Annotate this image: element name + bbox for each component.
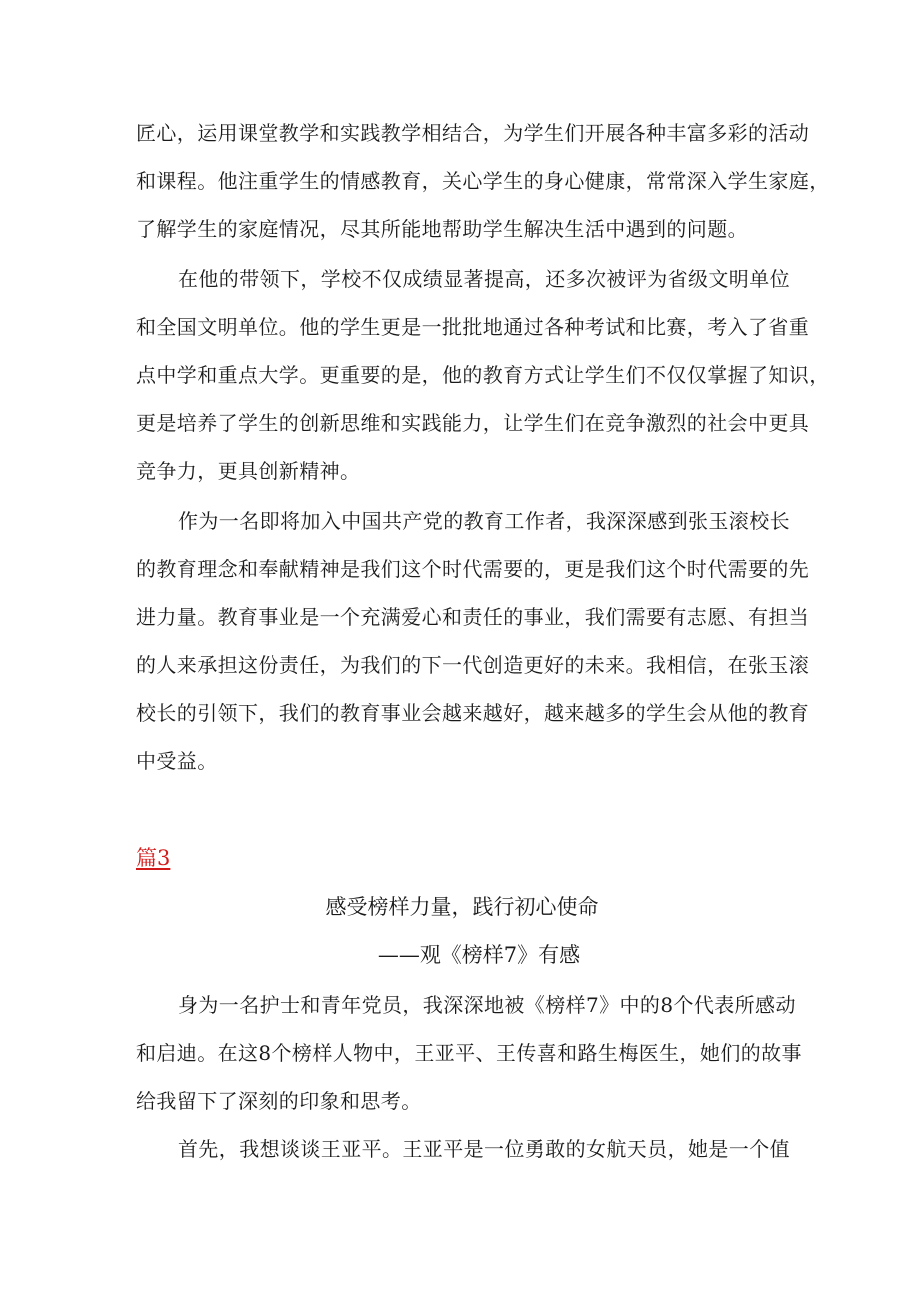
paragraph-1-line-3: 了解学生的家庭情况，尽其所能地帮助学生解决生活中遇到的问题。	[136, 217, 748, 241]
paragraph-4-line-2: 和启迪。在这8个榜样人物中，王亚平、王传喜和路生梅医生，她们的故事	[136, 1041, 802, 1065]
section-title: 感受榜样力量，践行初心使命	[325, 895, 599, 919]
paragraph-2-line-4: 更是培养了学生的创新思维和实践能力，让学生们在竞争激烈的社会中更具	[136, 411, 810, 435]
paragraph-5-line-1: 首先，我想谈谈王亚平。王亚平是一位勇敢的女航天员，她是一个值	[178, 1137, 790, 1161]
paragraph-2-line-3: 点中学和重点大学。更重要的是，他的教育方式让学生们不仅仅掌握了知识，	[136, 363, 830, 387]
paragraph-3-line-4: 的人来承担这份责任，为我们的下一代创造更好的未来。我相信，在张玉滚	[136, 653, 810, 677]
paragraph-3-line-6: 中受益。	[136, 749, 218, 773]
paragraph-1-line-1: 匠心，运用课堂教学和实践教学相结合，为学生们开展各种丰富多彩的活动	[136, 121, 810, 145]
paragraph-3-line-1: 作为一名即将加入中国共产党的教育工作者，我深深感到张玉滚校长	[178, 509, 790, 533]
paragraph-4-line-1: 身为一名护士和青年党员，我深深地被《榜样7》中的8个代表所感动	[178, 993, 796, 1017]
paragraph-2-line-2: 和全国文明单位。他的学生更是一批批地通过各种考试和比赛，考入了省重	[136, 315, 810, 339]
paragraph-2-line-5: 竞争力，更具创新精神。	[136, 459, 361, 483]
paragraph-1-line-2: 和课程。他注重学生的情感教育，关心学生的身心健康，常常深入学生家庭，	[136, 169, 830, 193]
paragraph-2-line-1: 在他的带领下，学校不仅成绩显著提高，还多次被评为省级文明单位	[178, 267, 790, 291]
paragraph-3-line-5: 校长的引领下，我们的教育事业会越来越好，越来越多的学生会从他的教育	[136, 701, 810, 725]
section-label-link[interactable]: 篇3	[136, 846, 171, 870]
paragraph-4-line-3: 给我留下了深刻的印象和思考。	[136, 1089, 422, 1113]
section-subtitle: ——观《榜样7》有感	[377, 943, 581, 967]
paragraph-3-line-2: 的教育理念和奉献精神是我们这个时代需要的，更是我们这个时代需要的先	[136, 557, 810, 581]
paragraph-3-line-3: 进力量。教育事业是一个充满爱心和责任的事业，我们需要有志愿、有担当	[136, 605, 810, 629]
